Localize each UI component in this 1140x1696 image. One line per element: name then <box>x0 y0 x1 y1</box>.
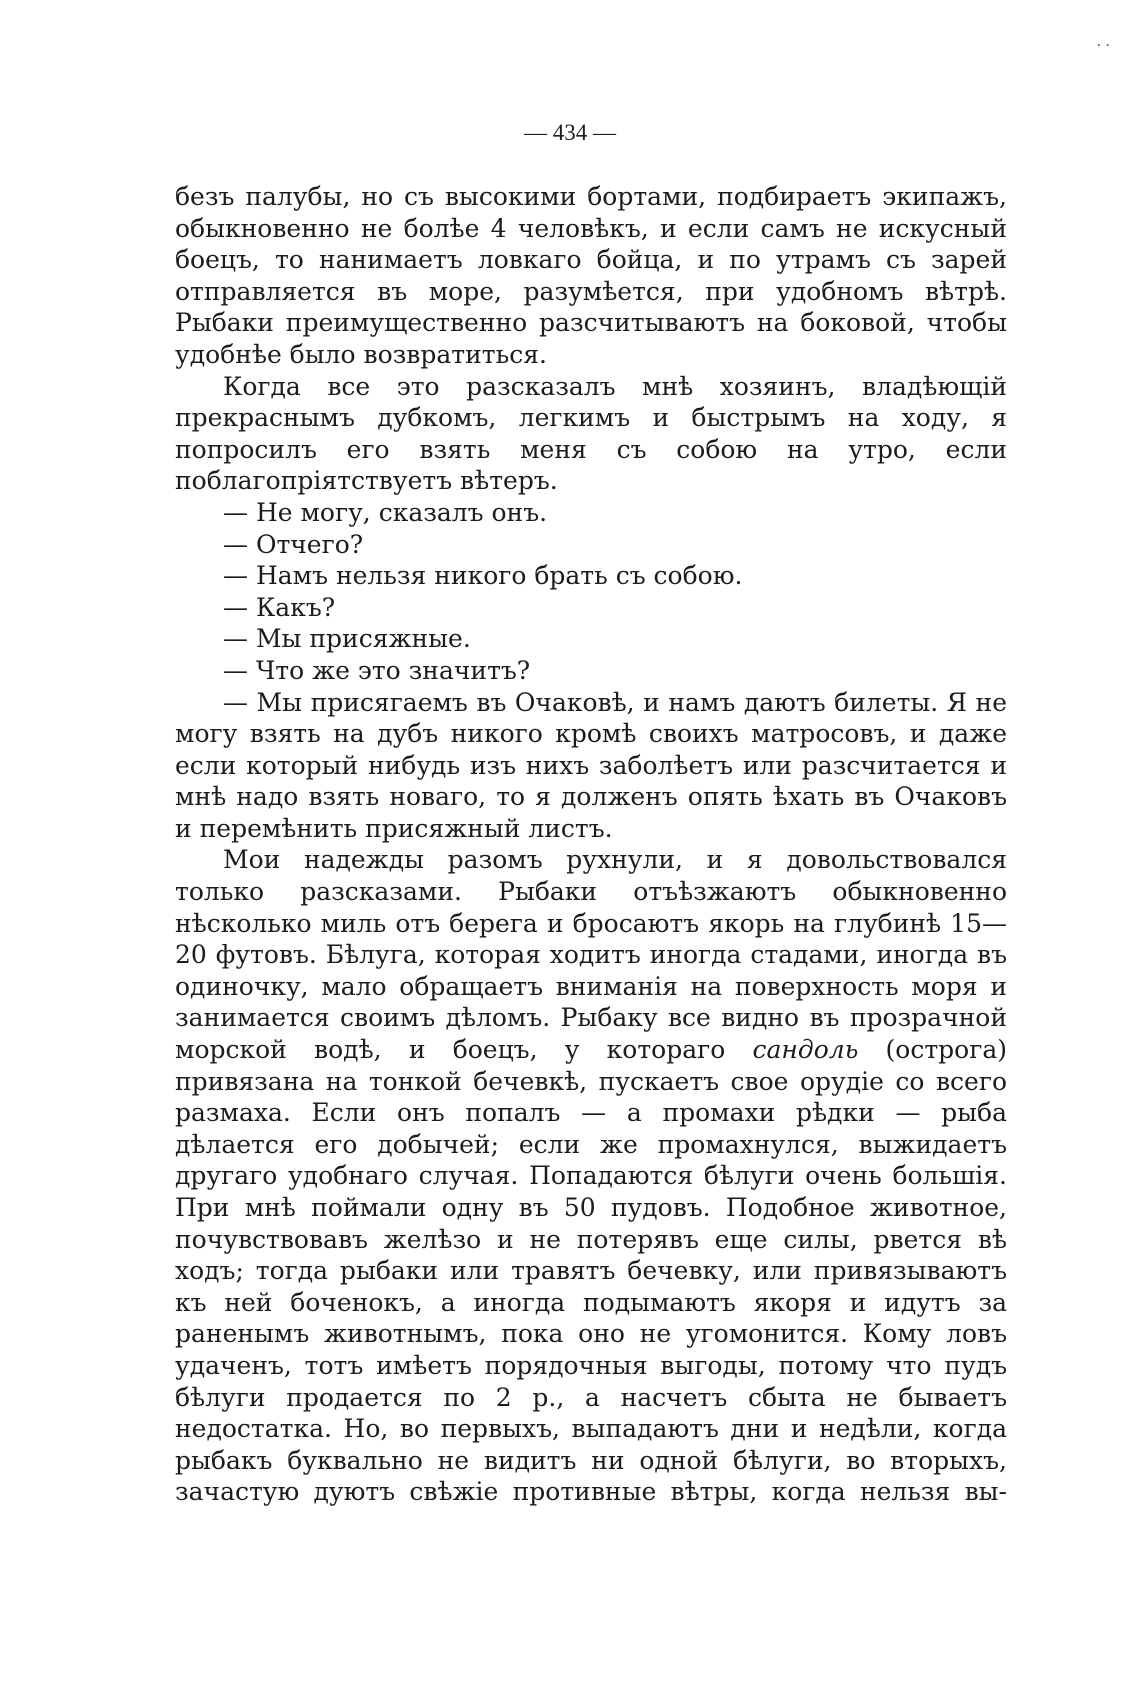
dialogue-line: — Какъ? <box>223 592 336 622</box>
body-text <box>175 181 1007 1508</box>
corner-marks: · · <box>1096 38 1110 54</box>
page-number: — 434 — <box>524 120 616 145</box>
dialogue-line: — Мы присягаемъ въ Очаковѣ, и намъ даютъ билеты. Я не могу взять на дубъ никого кромѣ своихъ матросовъ, и даже если который нибудь изъ нихъ заболѣетъ или разсчитается и мнѣ надо взять новаго, то я долженъ опять ѣхать въ Очаковъ и перемѣнить присяжный листъ. <box>175 687 1007 843</box>
dialogue-line: — Намъ нельзя никого брать съ собою. <box>223 561 743 591</box>
dialogue-line: — Отчего? <box>223 529 364 559</box>
paragraph: Когда все это разсказалъ мнѣ хозяинъ, владѣющій прекраснымъ дубкомъ, легкимъ и быстрымъ на ходу, я попросилъ его взять меня съ собою на утро, если поблагопріятствуетъ вѣтеръ. <box>175 371 1007 496</box>
text-run: (острога) привязана на тонкой бечевкѣ, пускаетъ свое орудіе со всего размаха. Если онъ попалъ — а промахи рѣдки — рыба дѣлается его добычей; если же промахнулся, выжидаетъ другаго удобнаго случая. Попадаются бѣлуги очень большія. При мнѣ поймали одну въ 50 пудовъ. Подобное животное, почувствовавъ желѣзо и не потерявъ еще силы, рвется вѣ ходъ; тогда рыбаки или травятъ бечевку, или привязываютъ къ ней боченокъ, а иногда подымаютъ якоря и идутъ за раненымъ животнымъ, пока оно не угомонится. Кому ловъ удаченъ, тотъ имѣетъ порядочныя выгоды, потому что пудъ бѣлуги продается по 2 р., а насчетъ сбыта не бываетъ недостатка. Но, во первыхъ, выпадаютъ дни и недѣли, когда рыбакъ буквально не видитъ ни одной бѣлуги, во вторыхъ, зачастую дуютъ свѣжіе противные вѣтры, когда нельзя вы- <box>175 1035 1007 1507</box>
dialogue-line: — Что же это значитъ? <box>223 655 531 685</box>
paragraph: безъ палубы, но съ высокими бортами, подбираетъ экипажъ, обыкновенно не болѣе 4 человѣкъ, и если самъ не искусный боецъ, то нанимаетъ ловкаго бойца, и по утрамъ съ зарей отправляется въ море, разумѣется, при удобномъ вѣтрѣ. Рыбаки преимущественно разсчитываютъ на боковой, чтобы удобнѣе было возвратиться. <box>175 182 1007 369</box>
paragraph <box>175 844 1007 1507</box>
dialogue-line: — Мы присяжные. <box>223 624 471 654</box>
text-run: Мои надежды разомъ рухнули, и я довольствовался только разсказами. Рыбаки отъѣзжаютъ обыкновенно нѣсколько миль отъ берега и бросаютъ якорь на глубинѣ 15—20 футовъ. Бѣлуга, которая ходитъ иногда стадами, иногда въ одиночку, мало обращаетъ вниманія на поверхность моря и занимается своимъ дѣломъ. Рыбаку все видно въ прозрачной морской водѣ, и боецъ, у котораго <box>175 845 1007 1065</box>
italic-term: сандоль <box>752 1035 859 1065</box>
dialogue-line: — Не могу, сказалъ онъ. <box>223 497 548 527</box>
